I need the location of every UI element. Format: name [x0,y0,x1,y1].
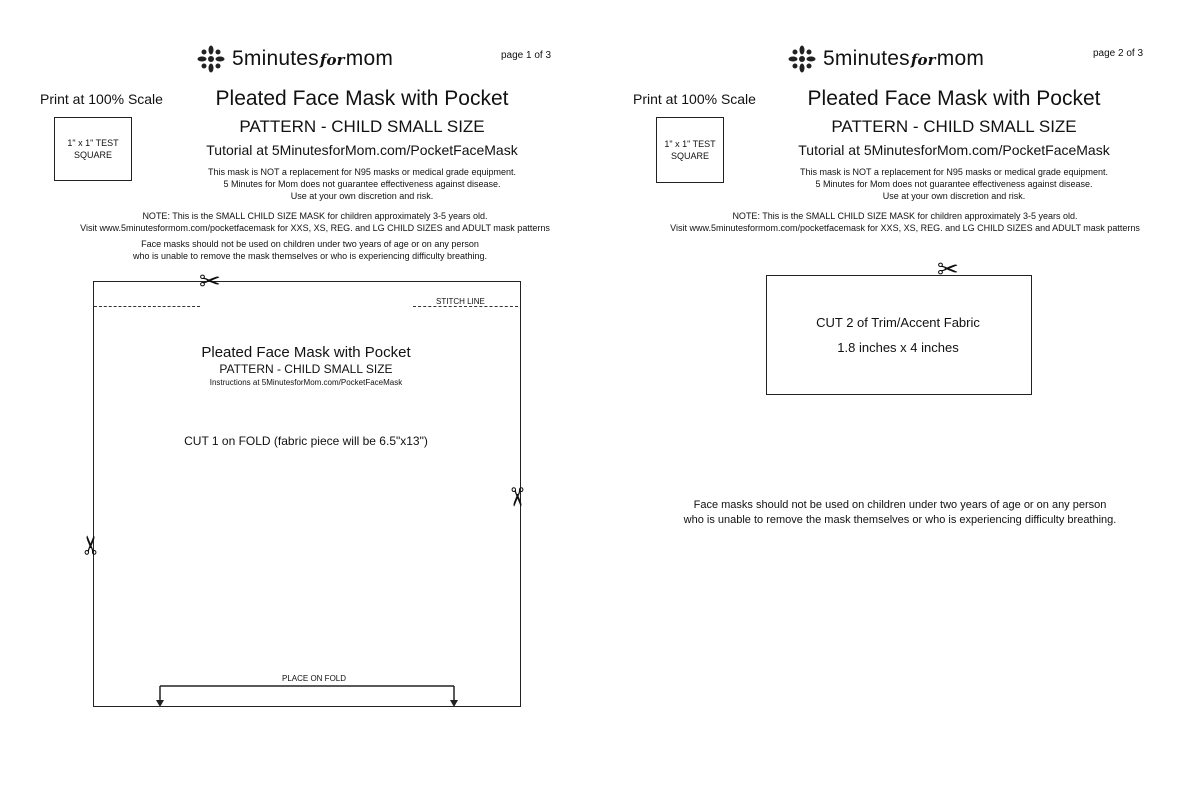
page-number: page 1 of 3 [501,50,552,61]
disclaimer-line: 5 Minutes for Mom does not guarantee effectiveness against disease. [815,179,1093,189]
logo-text: 5minutesformom [823,47,985,70]
test-square-line2: SQUARE [670,151,709,161]
logo-text: 5minutesformom [232,47,394,70]
scissors-icon: ✂ [199,266,221,296]
disclaimer-line: Use at your own discretion and risk. [290,191,434,201]
page-title: Pleated Face Mask with Pocket [215,87,509,110]
scissors-icon: ✂ [937,254,959,284]
disclaimer-line: Use at your own discretion and risk. [882,191,1026,201]
page-subtitle: PATTERN - CHILD SMALL SIZE [831,117,1077,136]
warning-line: who is unable to remove the mask themselves or who is experiencing difficulty breathing. [683,514,1117,526]
tutorial-link-text: Tutorial at 5MinutesforMom.com/PocketFaceMask [798,142,1110,158]
size-note: NOTE: This is the SMALL CHILD SIZE MASK for children approximately 3-5 years old. [732,211,1078,221]
size-note: NOTE: This is the SMALL CHILD SIZE MASK for children approximately 3-5 years old. [142,211,488,221]
scissors-icon: ✂ [501,486,532,508]
fold-bracket-icon [150,680,470,710]
test-square [54,117,132,181]
flower-logo-icon [196,44,226,74]
disclaimer [752,166,1156,202]
page-title: Pleated Face Mask with Pocket [807,87,1101,110]
scissors-icon: ✂ [75,534,106,556]
disclaimer-line: This mask is NOT a replacement for N95 masks or medical grade equipment. [800,167,1108,177]
stitch-line-label: STITCH LINE [436,297,485,306]
logo [787,44,984,74]
test-square-line1: 1" x 1" TEST [67,138,119,148]
trim-pattern-piece [766,275,1032,395]
flower-logo-icon [787,44,817,74]
page-subtitle: PATTERN - CHILD SMALL SIZE [239,117,485,136]
safety-warning [60,238,560,262]
visit-note: Visit www.5minutesformom.com/pocketfacemask for XXS, XS, REG. and LG CHILD SIZES and ADULT mask patterns [670,223,1140,233]
print-scale-note: Print at 100% Scale [633,91,756,107]
piece-instructions: Instructions at 5MinutesforMom.com/PocketFaceMask [209,378,403,387]
visit-note: Visit www.5minutesformom.com/pocketfacemask for XXS, XS, REG. and LG CHILD SIZES and ADULT mask patterns [80,223,550,233]
disclaimer-line: 5 Minutes for Mom does not guarantee effectiveness against disease. [223,179,501,189]
test-square [656,117,724,183]
piece-subtitle: PATTERN - CHILD SMALL SIZE [219,362,393,376]
tutorial-link-text: Tutorial at 5MinutesforMom.com/PocketFaceMask [206,142,518,158]
warning-line: who is unable to remove the mask themselves or who is experiencing difficulty breathing. [132,251,487,261]
stitch-line-right [413,306,518,307]
trim-cut-instruction: CUT 2 of Trim/Accent Fabric [816,315,980,330]
disclaimer [160,166,564,202]
page-number: page 2 of 3 [1093,48,1144,59]
piece-cut-instruction: CUT 1 on FOLD (fabric piece will be 6.5"x13") [184,434,428,448]
warning-line: Face masks should not be used on children under two years of age or on any person [141,239,479,249]
print-scale-note: Print at 100% Scale [40,91,163,107]
trim-size: 1.8 inches x 4 inches [837,340,959,355]
stitch-line-left [94,306,200,307]
place-on-fold-label: PLACE ON FOLD [282,674,347,683]
test-square-line1: 1" x 1" TEST [664,139,716,149]
logo [196,44,393,74]
safety-warning [640,498,1160,528]
piece-title: Pleated Face Mask with Pocket [201,344,411,361]
test-square-line2: SQUARE [73,150,112,160]
disclaimer-line: This mask is NOT a replacement for N95 masks or medical grade equipment. [208,167,516,177]
warning-line: Face masks should not be used on children under two years of age or on any person [693,499,1107,511]
